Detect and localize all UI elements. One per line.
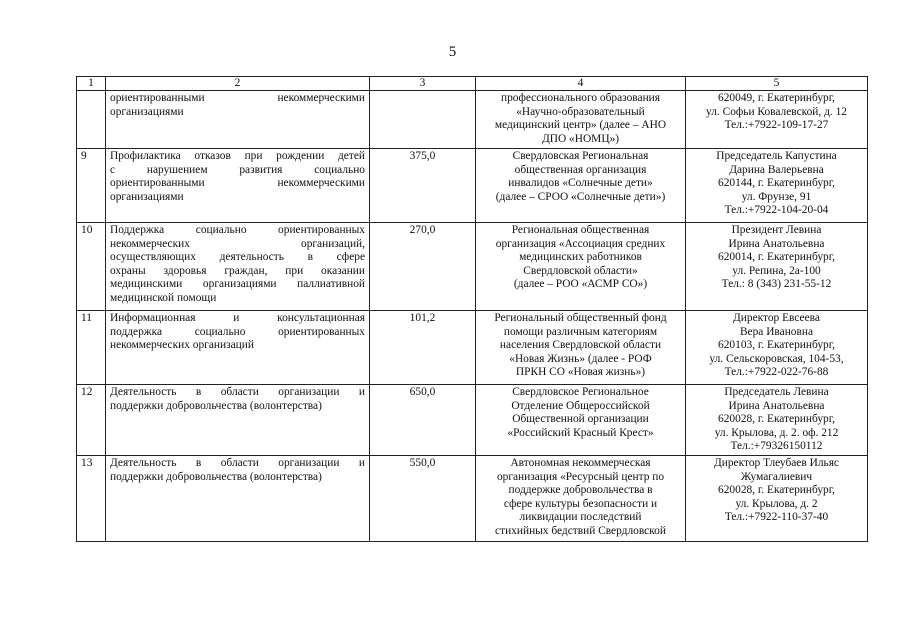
organization-line: Свердловское Региональное [512, 386, 649, 398]
contact-line: Председатель Левина [724, 386, 829, 398]
column-header: 4 [476, 77, 686, 91]
organization-line: ДПО «НОМЦ») [541, 132, 620, 145]
organization-line: «Новая Жизнь» (далее - РОФ [509, 352, 652, 365]
organization-line: «Научно-образовательный [516, 105, 645, 118]
grant-amount-cell: 650,0 [370, 385, 476, 456]
activity-cell [106, 385, 370, 456]
contact-line: Вера Ивановна [739, 325, 814, 338]
contact-cell [686, 455, 868, 541]
activity-line: с нарушением развития социально [110, 163, 365, 176]
row-number-cell: 10 [77, 223, 106, 311]
organization-line: поддержке добровольчества в [508, 484, 653, 497]
contact-line: 620049, г. Екатеринбург, [718, 92, 835, 104]
contact-line: 620103, г. Екатеринбург, [718, 339, 835, 352]
activity-line: медицинскими организациями паллиативной [110, 278, 365, 291]
organization-cell [476, 91, 686, 149]
contact-cell [686, 149, 868, 223]
organization-line: «Российский Красный Крест» [507, 426, 654, 439]
contact-line: Жумагалиевич [740, 470, 813, 483]
table-row [77, 91, 868, 149]
organization-line: инвалидов «Солнечные дети» [508, 177, 653, 190]
contact-line: Директор Евсеева [733, 312, 820, 324]
organization-cell [476, 223, 686, 311]
organization-line: (далее – СРОО «Солнечные дети») [495, 190, 666, 203]
row-number-cell: 12 [77, 385, 106, 456]
activity-cell [106, 91, 370, 149]
organization-line: (далее – РОО «АСМР СО») [513, 278, 648, 291]
grant-amount-cell: 550,0 [370, 455, 476, 541]
contact-line: Председатель Капустина [716, 150, 837, 162]
organization-cell [476, 149, 686, 223]
column-header: 3 [370, 77, 476, 91]
organization-line: Региональная общественная [511, 224, 650, 236]
activity-line: медицинской помощи [110, 291, 217, 304]
organization-line: помощи различным категориям [503, 325, 658, 338]
row-number-cell: 11 [77, 311, 106, 385]
column-header: 5 [686, 77, 868, 91]
table-row [77, 311, 868, 385]
organization-line: ПРКН СО «Новая жизнь») [515, 366, 646, 379]
grant-amount-cell: 101,2 [370, 311, 476, 385]
contact-line: 620144, г. Екатеринбург, [718, 177, 835, 190]
activity-line: ориентированными некоммерческими [110, 92, 365, 104]
organization-cell [476, 385, 686, 456]
column-number-row [77, 77, 868, 91]
grant-amount-cell: 375,0 [370, 149, 476, 223]
contact-line: 620028, г. Екатеринбург, [718, 484, 835, 497]
activity-line: Профилактика отказов при рождении детей [110, 150, 365, 162]
row-number-cell: 9 [77, 149, 106, 223]
contact-line: ул. Репина, 2а-100 [732, 264, 821, 277]
organization-line: ликвидации последствий [519, 511, 642, 524]
grant-amount-cell [370, 91, 476, 149]
organization-line: населения Свердловской области [499, 339, 662, 352]
page-number: 5 [448, 44, 457, 60]
contact-cell [686, 385, 868, 456]
activity-line: Деятельность в области организации и [110, 456, 365, 469]
contact-cell [686, 91, 868, 149]
table-row [77, 385, 868, 456]
contact-line: Ирина Анатольевна [728, 237, 825, 250]
contact-line: Тел.:+7922-109-17-27 [724, 119, 829, 132]
table-row [77, 455, 868, 541]
contact-line: ул. Сельскоровская, 104-53, [709, 352, 844, 365]
contact-line: Тел.:+79326150112 [730, 440, 823, 453]
grant-amount-cell: 270,0 [370, 223, 476, 311]
contact-line: Тел.:+7922-022-76-88 [724, 366, 829, 379]
activity-line: Деятельность в области организации и [110, 386, 365, 398]
activity-line: поддержка социально ориентированных [110, 325, 365, 338]
activity-cell [106, 223, 370, 311]
organization-line: Общественной организации [512, 413, 649, 426]
contact-line: Ирина Анатольевна [728, 399, 825, 412]
organization-line: организация «Ассоциация средних [495, 237, 666, 250]
contact-line: Директор Тлеубаев Ильяс [714, 456, 839, 469]
organization-line: сфере культуры безопасности и [503, 497, 658, 510]
activity-line: поддержки добровольчества (волонтерства) [110, 470, 322, 483]
contact-line: ул. Софьи Ковалевской, д. 12 [706, 105, 847, 118]
organization-line: Отделение Общероссийской [511, 399, 650, 412]
contact-line: 620028, г. Екатеринбург, [718, 413, 835, 426]
contact-line: Тел.: 8 (343) 231-55-12 [721, 278, 832, 291]
organization-line: профессионального образования [500, 92, 661, 104]
contact-line: ул. Фрунзе, 91 [741, 190, 812, 203]
contact-cell [686, 223, 868, 311]
contact-line: 620014, г. Екатеринбург, [718, 251, 835, 264]
organization-line: Свердловской области» [523, 264, 638, 277]
organization-line: Региональный общественный фонд [494, 312, 667, 324]
organization-line: общественная организация [514, 163, 647, 176]
activity-line: Поддержка социально ориентированных [110, 224, 365, 236]
column-header: 2 [106, 77, 370, 91]
activity-cell [106, 311, 370, 385]
organization-line: медицинских работников [519, 251, 642, 264]
organization-cell [476, 311, 686, 385]
activity-line: Информационная и консультационная [110, 312, 365, 324]
activity-line: организациями [110, 190, 184, 203]
contact-cell [686, 311, 868, 385]
contact-line: ул. Крылова, д. 2 [735, 497, 818, 510]
activity-line: осуществляющих деятельность в сфере [110, 251, 365, 264]
column-header: 1 [77, 77, 106, 91]
activity-cell [106, 455, 370, 541]
activity-line: некоммерческих организаций, [110, 237, 365, 250]
activity-cell [106, 149, 370, 223]
organization-cell [476, 455, 686, 541]
contact-line: Тел.:+7922-110-37-40 [724, 511, 829, 524]
table-row [77, 149, 868, 223]
activity-line: организациями [110, 105, 184, 118]
contact-line: Президент Левина [731, 224, 822, 236]
activity-line: некоммерческих организаций [110, 339, 254, 352]
contact-line: Дарина Валерьевна [729, 163, 824, 176]
organization-line: Свердловская Региональная [512, 150, 649, 162]
contact-line: ул. Крылова, д. 2. оф. 212 [714, 426, 839, 439]
organization-line: медицинский центр» (далее – АНО [494, 119, 667, 132]
activity-line: охраны здоровья граждан, при оказании [110, 264, 365, 277]
organization-line: стихийных бедствий Свердловской [495, 524, 666, 537]
contact-line: Тел.:+7922-104-20-04 [724, 204, 829, 217]
row-number-cell: 13 [77, 455, 106, 541]
grants-table [76, 76, 868, 542]
table-row [77, 223, 868, 311]
row-number-cell [77, 91, 106, 149]
activity-line: ориентированными некоммерческими [110, 177, 365, 190]
organization-line: Автономная некоммерческая [510, 456, 651, 469]
organization-line: организация «Ресурсный центр по [496, 470, 665, 483]
activity-line: поддержки добровольчества (волонтерства) [110, 399, 322, 412]
